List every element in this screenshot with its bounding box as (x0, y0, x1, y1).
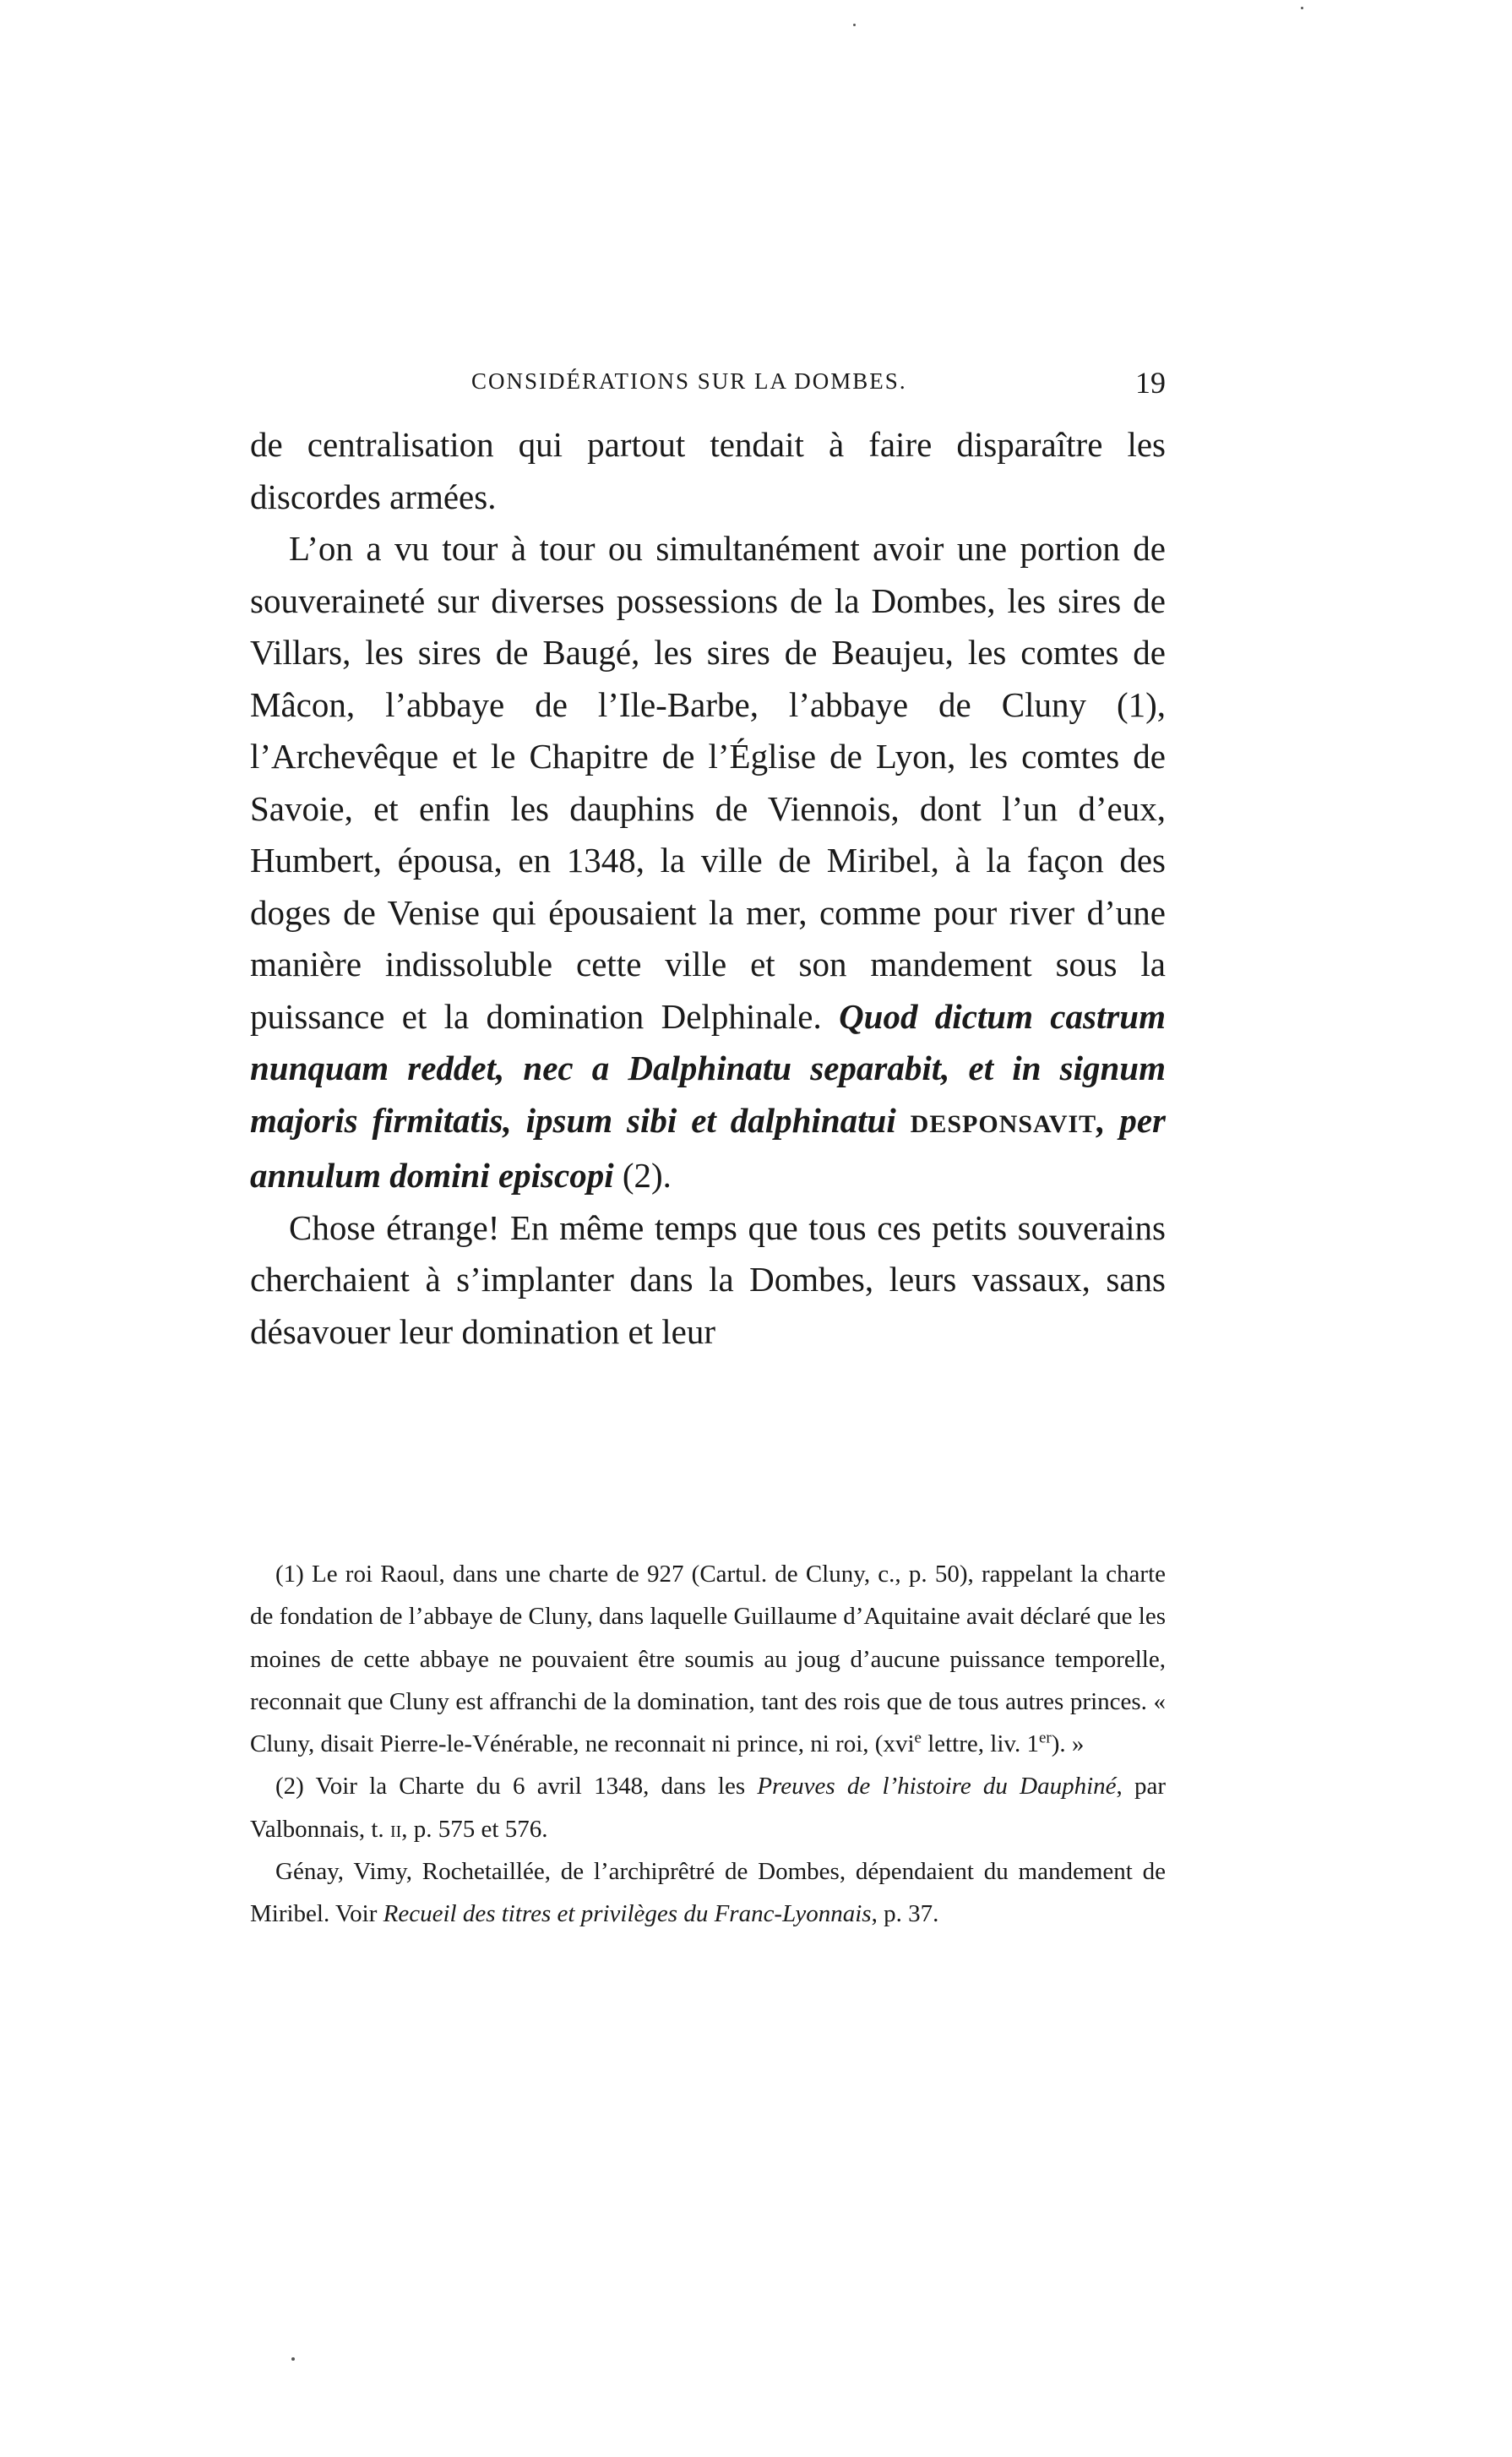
footnote-title: Recueil des titres et privilèges du Franc-Lyonnais (383, 1900, 872, 1928)
latin-quotation-end: , per annulum domini episcopi (250, 1100, 1167, 1195)
footnote-text: (2) Voir la Charte du 6 avril 1348, dans les (275, 1773, 746, 1801)
footnote-reference: (2). (613, 1156, 672, 1195)
paragraph-text: L’on a vu tour à tour ou simultanément avoir une portion de souveraineté sur diverses possessions de la Dombes, les sires de Villars, les sires de Baugé, les sires de Beaujeu, les comtes de Mâcon, l’abbaye de l’Ile-Barbe, l’abbaye de Cluny (1), l’Archevêque et le Chapitre de l’Église de Lyon, les comtes de Savoie, et enfin les dauphins de Viennois, dont l’un d’eux, Humbert, épousa, en 1348, la ville de Miribel, à la façon des doges de Venise qui épousaient la mer, comme pour river d’une manière indissoluble cette ville et son mandement sous la puissance et la domination Delphinale. (250, 529, 1166, 1036)
latin-quotation: Quod dictum castrum nunquam reddet, nec a Dalphinatu separabit, et in signum majoris firmitatis, ipsum sibi et dalphinatui (250, 996, 1166, 1140)
paper-speck (853, 24, 856, 26)
paragraph-continuation (250, 419, 1166, 523)
footnote-text: , p. 37. (871, 1900, 939, 1928)
footnote-text: (xvi (874, 1730, 915, 1758)
footnote-text: lettre, liv. 1 (921, 1730, 1039, 1758)
main-text (250, 419, 1166, 1358)
footnote-title: Preuves de l’histoire du Dauphiné (757, 1773, 1117, 1801)
footnote-text: , p. 575 et 576. (401, 1815, 548, 1843)
footnote-text: ). » (1051, 1730, 1085, 1758)
superscript: er (1039, 1729, 1052, 1747)
superscript: e (914, 1729, 922, 1747)
paragraph-sovereignty (250, 523, 1166, 1202)
paragraph-text: de centralisation qui partout tendait à faire disparaître les discordes armées. (250, 425, 1166, 516)
paragraph-text: Chose étrange! En même temps que tous ces petits souverains cherchaient à s’implanter dans la Dombes, leurs vassaux, sans désavouer leur domination et leur (250, 1207, 1166, 1351)
footnote-text: Génay, Vimy, Rochetaillée, de l’archiprêtré de Dombes, dépendaient du mandement de Miribel. Voir (250, 1858, 1166, 1928)
paper-speck (291, 2357, 295, 2361)
footnote-3 (250, 1850, 1166, 1936)
page-number: 19 (1135, 366, 1166, 400)
running-title: CONSIDÉRATIONS SUR LA DOMBES. (471, 368, 907, 394)
footnote-text: (1) Le roi Raoul, dans une charte de 927 (Cartul. de Cluny, c., p. 50), rappelant la charte de fondation de l’abbaye de Cluny, dans laquelle Guillaume d’Aquitaine avait déclaré que les moines de cette abbaye ne pouvaient être soumis au joug d’aucune puissance temporelle, reconnait que Cluny est affranchi de la domination, tant des rois que de tous autres princes. « Cluny, disait Pierre-le-Vénérable, ne reconnait ni prince, ni roi, (250, 1561, 1166, 1758)
latin-smallcaps-word: DESPONSAVIT (910, 1109, 1097, 1138)
footnote-1 (250, 1553, 1166, 1765)
paper-speck (1301, 7, 1303, 9)
footnote-text: , par Valbonnais, t. (250, 1773, 1167, 1843)
book-page (250, 0, 1166, 2457)
paragraph-vassals (250, 1202, 1166, 1359)
footnote-2 (250, 1765, 1166, 1850)
running-head (250, 368, 1166, 407)
roman-numeral: ii (389, 1815, 402, 1843)
footnotes (250, 1553, 1166, 1936)
